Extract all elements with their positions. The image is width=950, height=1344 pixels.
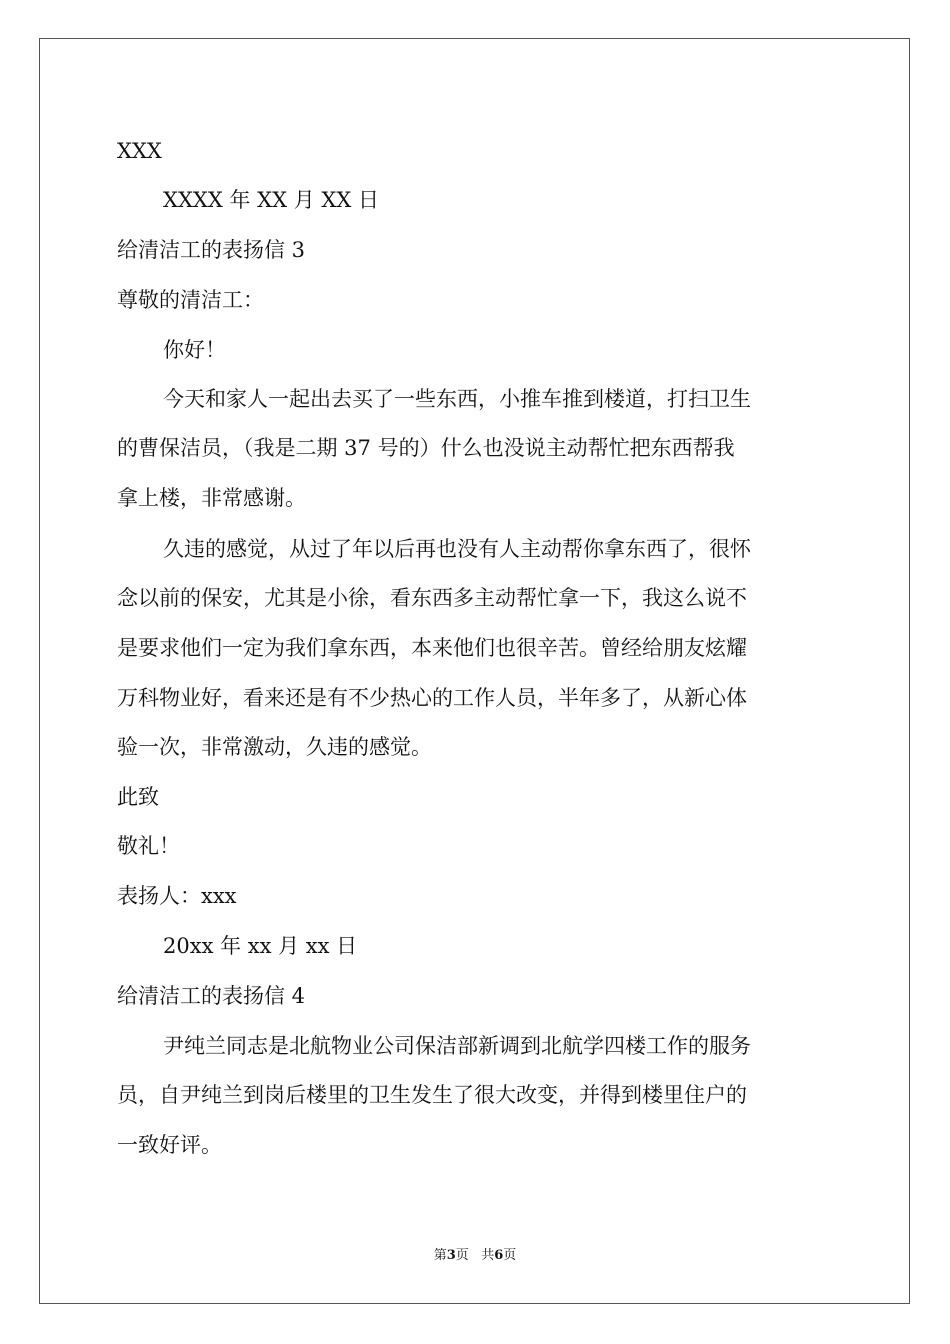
signature-date: 20xx 年 xx 月 xx 日 <box>163 934 358 958</box>
salutation: 尊敬的清洁工： <box>117 288 264 312</box>
paragraph-line: 的曹保洁员，（我是二期 37 号的）什么也没说主动帮忙把东西帮我 <box>117 436 735 460</box>
paragraph-line: 久违的感觉，从过了年以后再也没有人主动帮你拿东西了，很怀 <box>163 537 751 561</box>
paragraph-line: 念以前的保安，尤其是小徐，看东西多主动帮忙拿一下，我这么说不 <box>117 586 747 610</box>
paragraph-line: 验一次，非常激动，久违的感觉。 <box>117 735 432 759</box>
signature-name: 表扬人：xxx <box>117 884 237 908</box>
greeting: 你好！ <box>163 338 226 362</box>
paragraph-line: 今天和家人一起出去买了一些东西，小推车推到楼道，打扫卫生 <box>163 387 751 411</box>
total-pages: 6 <box>494 1248 504 1263</box>
page-border <box>39 38 910 1304</box>
paragraph-line: 员，自尹纯兰到岗后楼里的卫生发生了很大改变，并得到楼里住户的 <box>117 1083 747 1107</box>
letter-title: 给清洁工的表扬信 4 <box>117 984 306 1008</box>
signature-date: XXXX 年 XX 月 XX 日 <box>163 188 379 212</box>
closing-regards: 敬礼！ <box>117 834 180 858</box>
page-footer <box>0 1249 950 1262</box>
total-prefix: 共 <box>481 1248 495 1263</box>
paragraph-line: 一致好评。 <box>117 1133 222 1157</box>
signature-name: XXX <box>117 139 162 163</box>
letter-title: 给清洁工的表扬信 3 <box>117 238 306 262</box>
paragraph-line: 尹纯兰同志是北航物业公司保洁部新调到北航学四楼工作的服务 <box>163 1034 751 1058</box>
page-prefix: 第 <box>433 1248 447 1263</box>
paragraph-line: 是要求他们一定为我们拿东西，本来他们也很辛苦。曾经给朋友炫耀 <box>117 636 747 660</box>
page-suffix: 页 <box>455 1248 469 1263</box>
paragraph-line: 拿上楼，非常感谢。 <box>117 486 306 510</box>
paragraph-line: 万科物业好，看来还是有不少热心的工作人员，半年多了，从新心体 <box>117 686 747 710</box>
total-suffix: 页 <box>503 1248 517 1263</box>
page-number: 3 <box>446 1248 456 1263</box>
closing-phrase: 此致 <box>117 785 159 809</box>
